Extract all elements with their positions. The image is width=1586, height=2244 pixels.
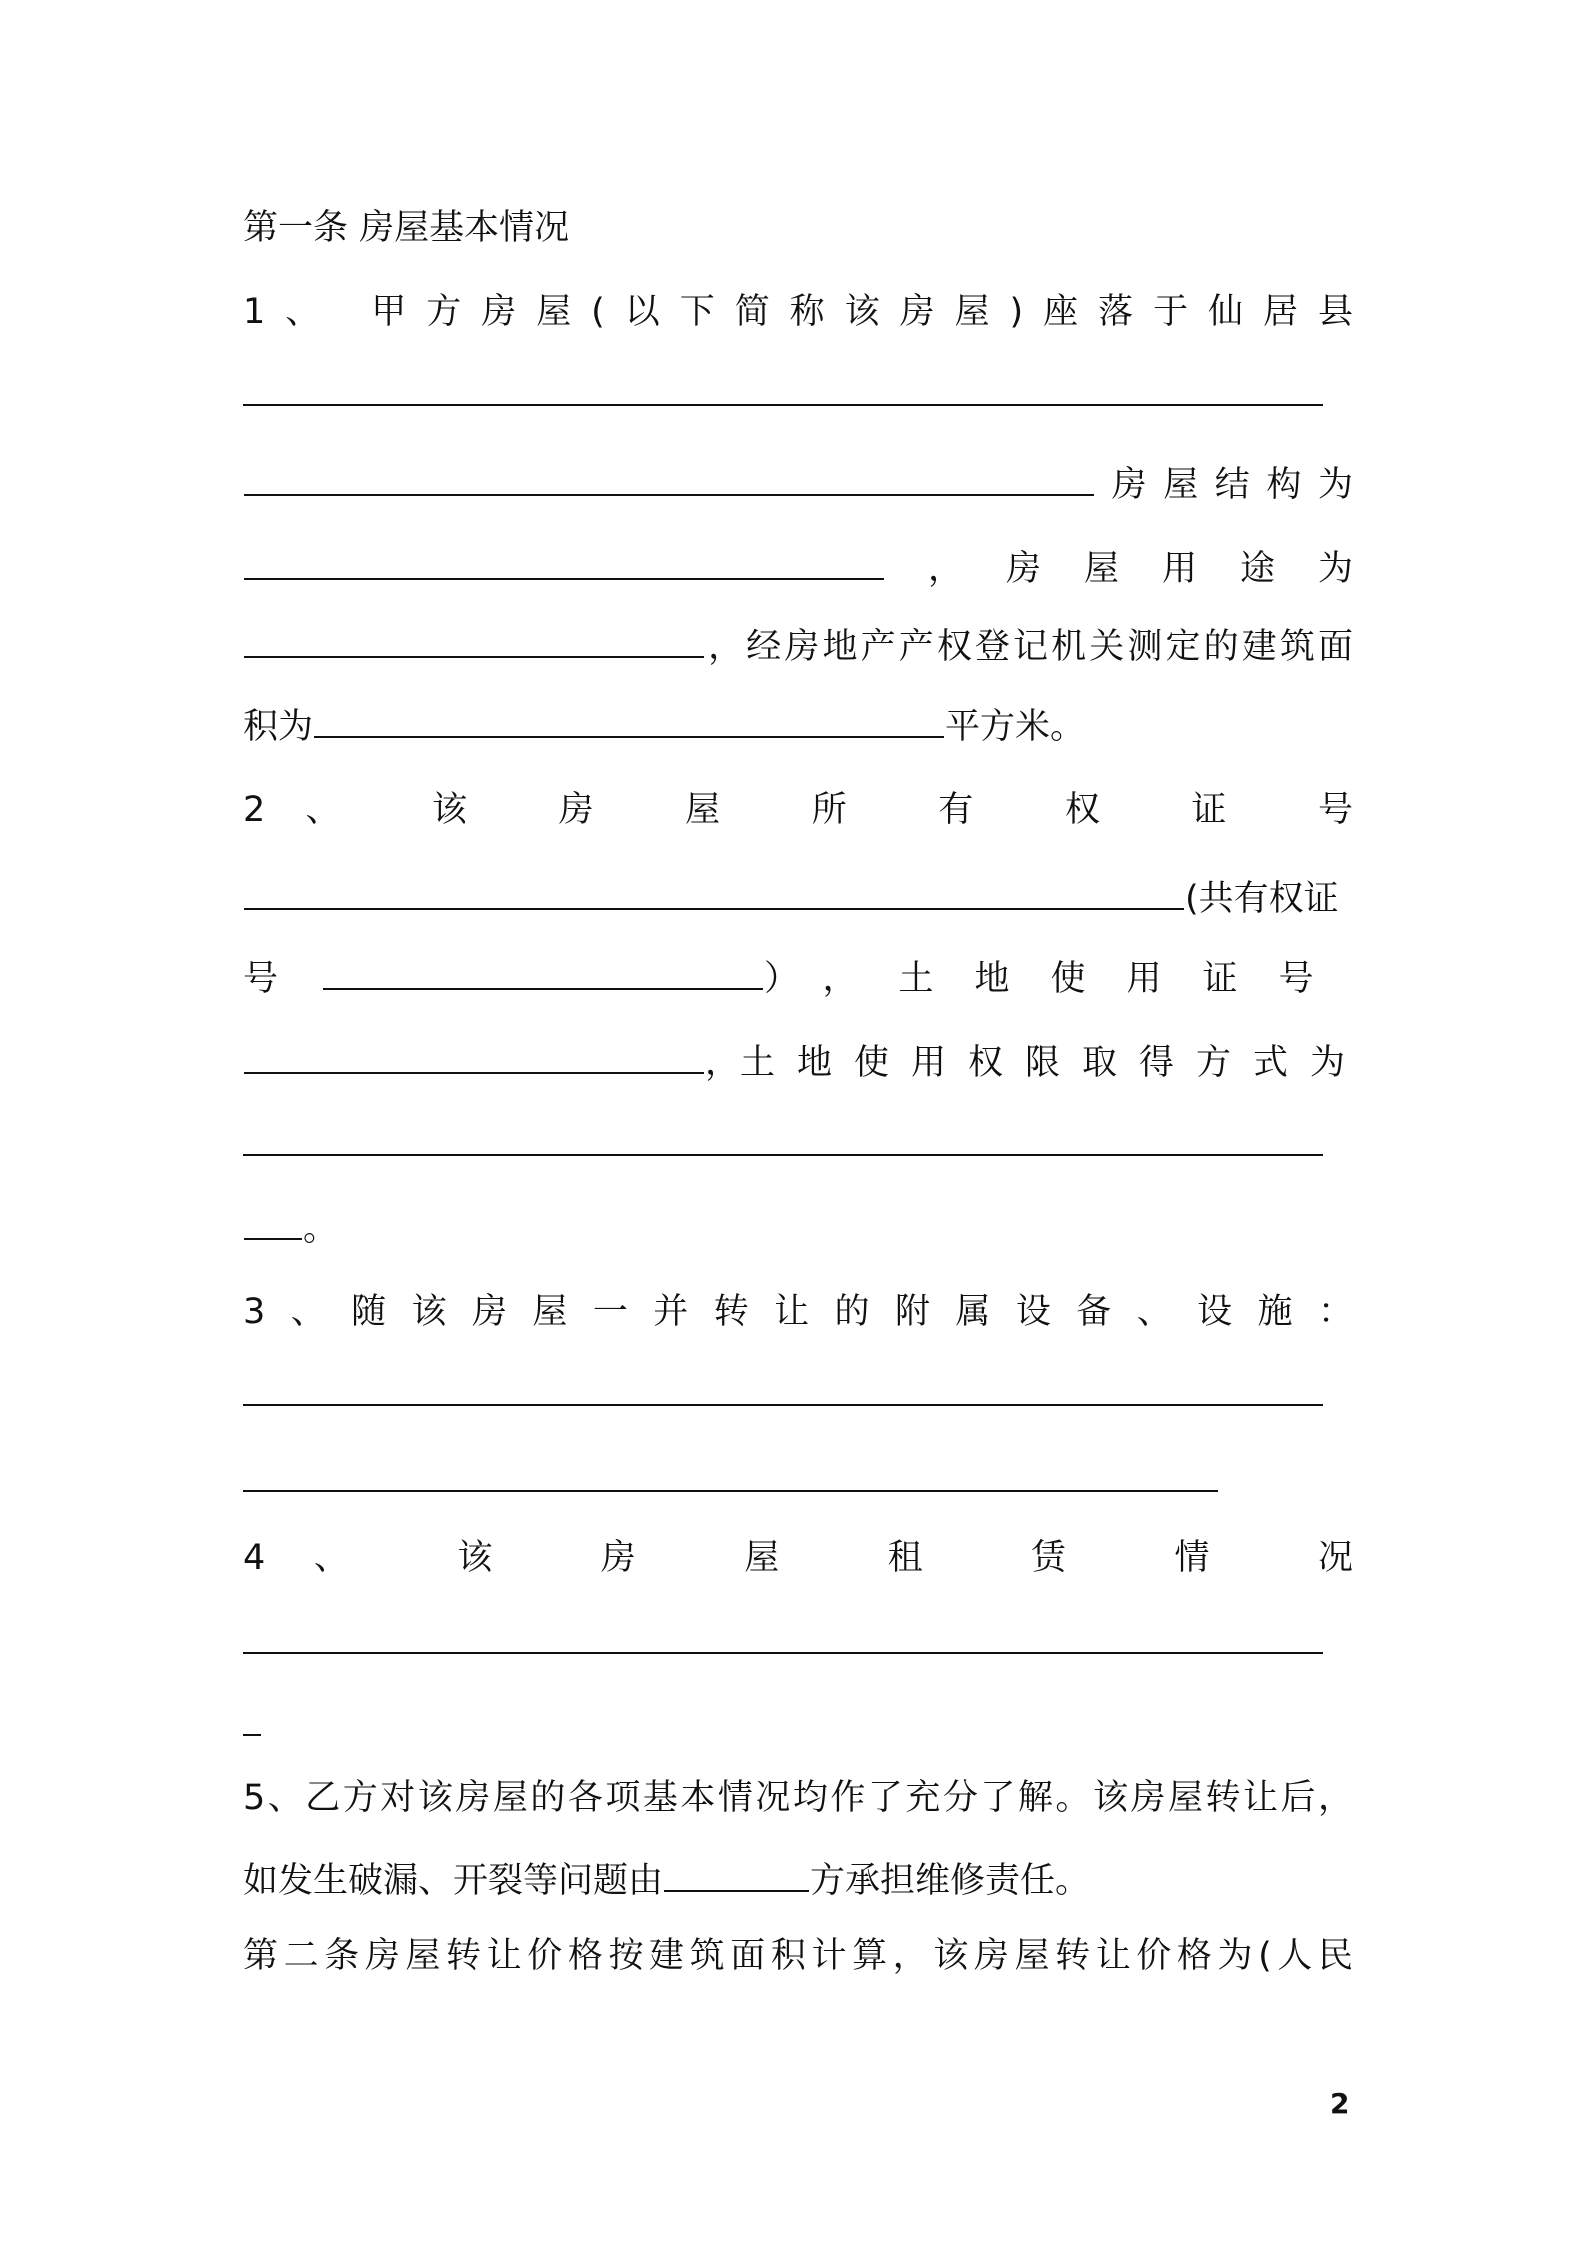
- comma: ，: [885, 549, 1006, 589]
- item2-cert-line: [243, 872, 1353, 923]
- item2-end: 。: [303, 1209, 339, 1249]
- item2-land-method-line: [243, 1036, 1368, 1087]
- item1-line1: 1、 甲方房屋(以下简称该房屋)座落于仙居县: [243, 292, 1353, 332]
- blank-structure: [244, 542, 884, 580]
- blank-co-cert: [323, 952, 763, 990]
- item5-line1: 5、乙方对该房屋的各项基本情况均作了充分了解。该房屋转让后，: [243, 1778, 1353, 1818]
- comma2: ，: [705, 1043, 741, 1083]
- item5-line2: [243, 1854, 1353, 1905]
- co-cert-tail: 号: [243, 959, 279, 999]
- blank-line-lease-end: [243, 1700, 261, 1736]
- area-prefix: 积为: [243, 707, 314, 747]
- article2-line1: 第二条房屋转让价格按建筑面积计算，该房屋转让价格为(人民: [243, 1936, 1353, 1976]
- item3-line1: 3、随该房屋一并转让的附属设备、设施：: [243, 1292, 1353, 1332]
- item1-area-intro-line: [243, 620, 1353, 671]
- item1-structure-line: [243, 458, 1353, 509]
- blank-ownership-cert: [244, 872, 1184, 910]
- blank-area: [314, 700, 944, 738]
- blank-land-cert: [244, 1036, 704, 1074]
- item5-line2-b: 方承担维修责任。: [810, 1861, 1091, 1901]
- item1-area-line: [243, 700, 1353, 751]
- page-number: 2: [1330, 2087, 1350, 2120]
- article1-heading: 第一条 房屋基本情况: [243, 208, 570, 248]
- blank-line-facilities-1: [243, 1370, 1323, 1406]
- co-cert-open: (共有权证: [1185, 879, 1339, 919]
- item4-line1: 4、 该 房 屋 租 赁 情 况: [243, 1538, 1353, 1578]
- blank-location-2: [244, 458, 1094, 496]
- item5-line2-a: 如发生破漏、开裂等问题由: [243, 1861, 664, 1901]
- structure-label: 房屋结构为: [1095, 465, 1353, 505]
- blank-line-location: [243, 370, 1323, 406]
- item1-usage-line: [243, 542, 1353, 593]
- blank-line-lease: [243, 1618, 1323, 1654]
- blank-usage: [244, 620, 704, 658]
- blank-line-land-method: [243, 1120, 1323, 1156]
- item2-line1: 2、 该 房 屋 所 有 权 证 号: [243, 790, 1353, 830]
- usage-label: 房屋用途为: [1006, 549, 1353, 589]
- item2-end-line: [243, 1202, 1353, 1253]
- land-method-label: 土地使用权限取得方式为: [740, 1043, 1368, 1083]
- item2-land-cert-line: [243, 952, 1353, 1003]
- blank-land-method-end: [244, 1202, 302, 1240]
- blank-line-facilities-2: [243, 1456, 1218, 1492]
- area-intro: ，经房地产产权登记机关测定的建筑面: [705, 627, 1353, 667]
- blank-repair-party: [664, 1854, 809, 1892]
- land-cert-label: ），土地使用证号: [764, 959, 1355, 999]
- area-unit: 平方米。: [945, 707, 1086, 747]
